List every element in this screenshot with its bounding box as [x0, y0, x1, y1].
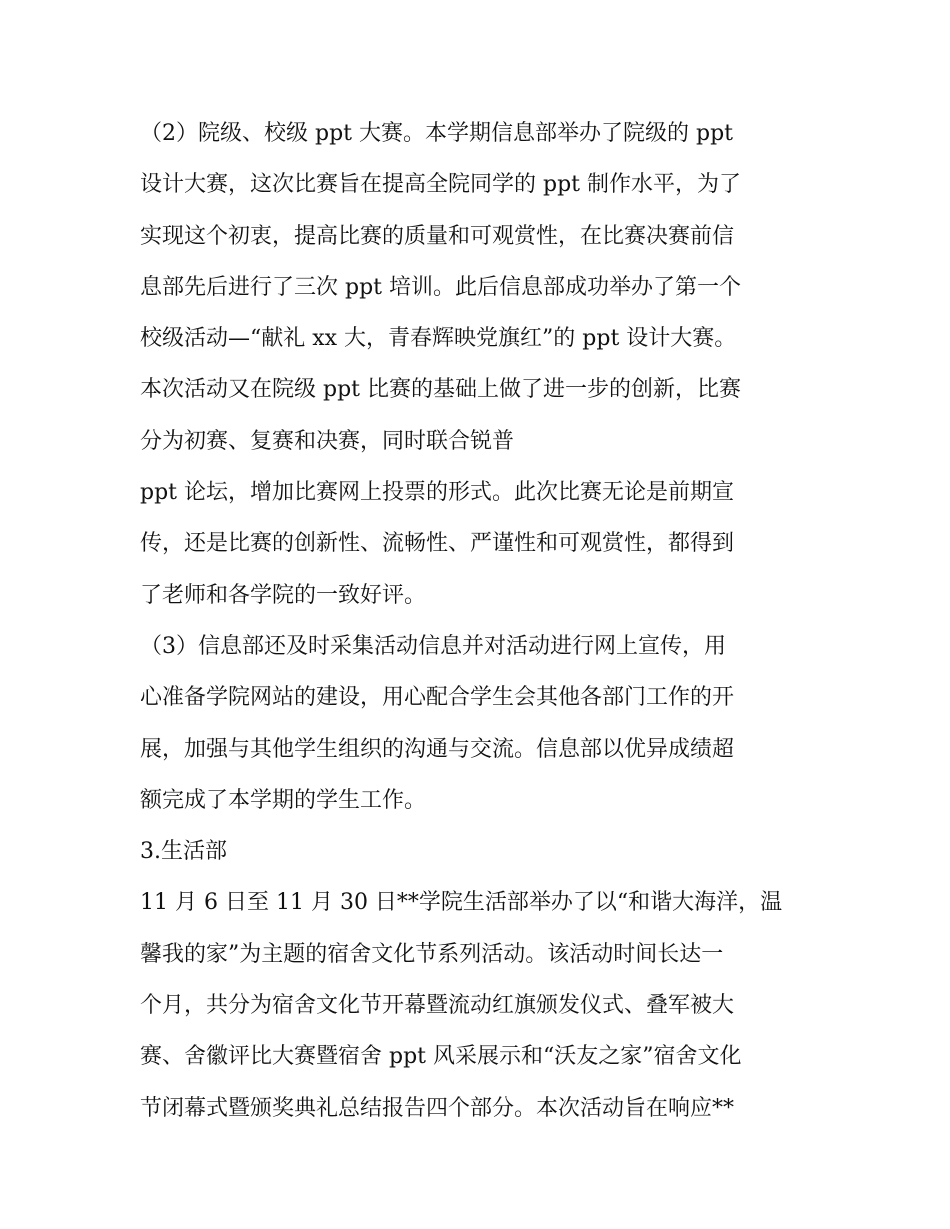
text-line: 分为初赛、复赛和决赛，同时联合锐普	[140, 428, 515, 454]
text-line: 校级活动—“献礼 xx 大，青春辉映党旗红”的 ppt 设计大赛。	[140, 326, 737, 352]
body-text	[140, 108, 820, 1134]
text-line: 11 月 6 日至 11 月 30 日**学院生活部举办了以“和谐大海洋，温	[140, 890, 783, 916]
text-line: 实现这个初衷，提高比赛的质量和可观赏性，在比赛决赛前信	[140, 223, 735, 249]
text-line: 展，加强与其他学生组织的沟通与交流。信息部以优异成绩超	[140, 736, 735, 762]
text-line: 传，还是比赛的创新性、流畅性、严谨性和可观赏性，都得到	[140, 531, 735, 557]
text-line: 节闭幕式暨颁奖典礼总结报告四个部分。本次活动旨在响应**	[140, 1095, 735, 1121]
text-line: 赛、舍徽评比大赛暨宿舍 ppt 风采展示和“沃友之家”宿舍文化	[140, 1044, 742, 1070]
text-line: 额完成了本学期的学生工作。	[140, 787, 427, 813]
text-line: （3）信息部还及时采集活动信息并对活动进行网上宣传，用	[140, 633, 726, 659]
section-heading: 3.生活部	[140, 839, 227, 865]
text-line: （2）院级、校级 ppt 大赛。本学期信息部举办了院级的 ppt	[140, 121, 733, 146]
text-line: 本次活动又在院级 ppt 比赛的基础上做了进一步的创新，比赛	[140, 377, 741, 403]
text-line: ppt 论坛，增加比赛网上投票的形式。此次比赛无论是前期宣	[140, 480, 735, 506]
text-line: 息部先后进行了三次 ppt 培训。此后信息部成功举办了第一个	[140, 274, 741, 300]
text-line: 馨我的家”为主题的宿舍文化节系列活动。该活动时间长达一	[140, 941, 724, 967]
text-line: 个月，共分为宿舍文化节开幕暨流动红旗颁发仪式、叠军被大	[140, 993, 735, 1019]
text-line: 设计大赛，这次比赛旨在提高全院同学的 ppt 制作水平，为了	[140, 172, 741, 198]
text-line: 心准备学院网站的建设，用心配合学生会其他各部门工作的开	[140, 685, 735, 711]
text-line: 了老师和各学院的一致好评。	[140, 582, 427, 608]
